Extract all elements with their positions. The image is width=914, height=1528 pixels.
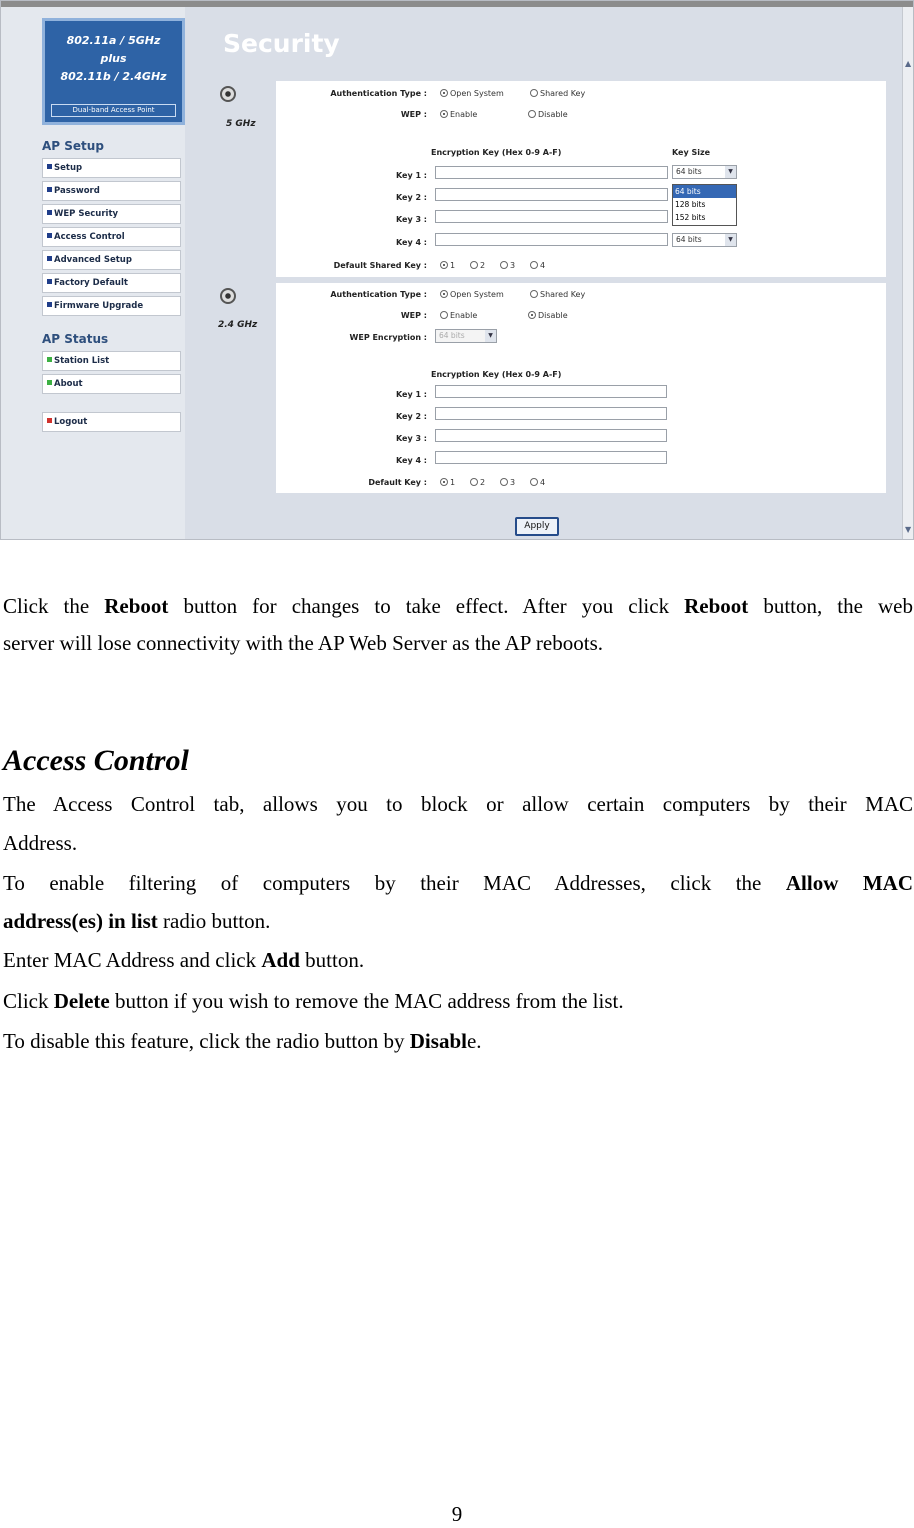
radio-label: Open System: [450, 89, 504, 98]
key-2-input[interactable]: [435, 188, 668, 201]
nav-setup[interactable]: [42, 158, 181, 178]
default-key-2-radio[interactable]: [470, 478, 485, 487]
default-key-1-radio[interactable]: [440, 478, 455, 487]
wep-label: WEP :: [400, 311, 427, 320]
radio-icon: [440, 290, 448, 298]
radio-icon: [530, 290, 538, 298]
disable-paragraph: [3, 1023, 913, 1059]
bold-text: Reboot: [104, 594, 169, 618]
key-1-label: Key 1 :: [395, 390, 427, 399]
page-title: Security: [223, 29, 340, 58]
key-4-input[interactable]: [435, 233, 668, 246]
default-key-4-radio[interactable]: [530, 261, 545, 270]
text: button for changes to take effect. After you click: [168, 594, 685, 618]
bullet-icon: [47, 210, 52, 215]
bullet-icon: [47, 233, 52, 238]
delete-paragraph: [3, 983, 913, 1019]
wep-encryption-select[interactable]: [435, 329, 497, 343]
radio-label: Shared Key: [540, 290, 586, 299]
logo-line-3: 802.11b / 2.4GHz: [60, 70, 167, 83]
key-3-label: Key 3 :: [395, 215, 427, 224]
radio-label: Disable: [538, 110, 568, 119]
logo-subtitle: Dual-band Access Point: [51, 104, 176, 117]
text: e.: [466, 1029, 482, 1053]
add-paragraph: [3, 942, 913, 978]
radio-label: 2: [480, 478, 486, 487]
antenna-icon: [220, 288, 236, 304]
screenshot-security-page: [0, 0, 914, 540]
radio-icon: [500, 478, 508, 486]
default-key-3-radio[interactable]: [500, 261, 515, 270]
key-3-label: Key 3 :: [395, 434, 427, 443]
scroll-up-icon[interactable]: ▲: [905, 59, 912, 68]
radio-icon: [470, 261, 478, 269]
key-3-input[interactable]: [435, 210, 668, 223]
radio-label: 3: [510, 478, 516, 487]
radio-label: 2: [480, 261, 486, 270]
key-2-label: Key 2 :: [395, 412, 427, 421]
radio-label: Enable: [450, 110, 478, 119]
text: button.: [299, 948, 365, 972]
bullet-icon: [47, 357, 52, 362]
product-logo: [42, 18, 185, 125]
key-4-input[interactable]: [435, 451, 667, 464]
radio-label: 4: [540, 478, 546, 487]
radio-icon: [530, 478, 538, 486]
dropdown-option[interactable]: 64 bits: [673, 185, 736, 198]
reboot-paragraph-line-1: [3, 588, 913, 624]
select-value: 64 bits: [439, 331, 465, 340]
radio-label: 1: [450, 478, 456, 487]
ap-setup-title: AP Setup: [42, 139, 104, 153]
nav-label: Access Control: [54, 232, 125, 242]
chevron-down-icon: ▼: [725, 166, 736, 178]
radio-icon: [470, 478, 478, 486]
nav-label: Station List: [54, 356, 110, 366]
key-4-size-select[interactable]: [672, 233, 737, 247]
bullet-icon: [47, 164, 52, 169]
wep-encryption-label: WEP Encryption :: [349, 333, 427, 342]
default-key-label: Default Key :: [368, 478, 427, 487]
text: radio button.: [157, 909, 271, 933]
auth-shared-radio[interactable]: [530, 89, 585, 98]
key-3-input[interactable]: [435, 429, 667, 442]
nav-label: About: [54, 379, 83, 389]
radio-label: 4: [540, 261, 546, 270]
filtering-paragraph-line-1: [3, 865, 913, 901]
select-value: 64 bits: [676, 167, 702, 176]
radio-label: Enable: [450, 311, 478, 320]
nav-password[interactable]: [42, 181, 181, 201]
nav-logout[interactable]: [42, 412, 181, 432]
key-4-label: Key 4 :: [395, 238, 427, 247]
bullet-icon: [47, 302, 52, 307]
nav-access-control[interactable]: [42, 227, 181, 247]
wep-disable-radio[interactable]: [528, 110, 568, 119]
text: Click: [3, 989, 54, 1013]
chevron-down-icon: ▼: [485, 330, 496, 342]
key-4-label: Key 4 :: [395, 456, 427, 465]
nav-station-list[interactable]: [42, 351, 181, 371]
radio-icon: [440, 261, 448, 269]
text: button, the web: [748, 594, 914, 618]
radio-icon: [440, 110, 448, 118]
radio-label: Shared Key: [540, 89, 586, 98]
radio-label: 3: [510, 261, 516, 270]
auth-type-label: Authentication Type :: [330, 89, 427, 98]
bold-text: address(es) in list: [3, 909, 158, 933]
wep-enable-radio[interactable]: [440, 311, 477, 320]
nav-label: Firmware Upgrade: [54, 301, 144, 311]
text: To enable filtering of computers by their MAC Addresses, click the: [3, 871, 786, 895]
auth-open-radio[interactable]: [440, 290, 504, 299]
band-24ghz-label: 2.4 GHz: [218, 320, 258, 330]
wep-label: WEP :: [400, 110, 427, 119]
default-key-4-radio[interactable]: [530, 478, 545, 487]
radio-icon: [528, 311, 536, 319]
scrollbar[interactable]: [902, 7, 914, 540]
nav-about[interactable]: [42, 374, 181, 394]
radio-label: Open System: [450, 290, 504, 299]
radio-icon: [530, 89, 538, 97]
nav-label: Logout: [54, 417, 88, 427]
chevron-down-icon: ▼: [725, 234, 736, 246]
nav-label: Factory Default: [54, 278, 128, 288]
key-size-dropdown[interactable]: [672, 184, 737, 226]
scroll-down-icon[interactable]: ▼: [905, 525, 912, 534]
default-key-3-radio[interactable]: [500, 478, 515, 487]
bold-text: Reboot: [684, 594, 749, 618]
bullet-icon: [47, 187, 52, 192]
dropdown-option[interactable]: 128 bits: [675, 200, 706, 209]
access-control-paragraph-line-1: The Access Control tab, allows you to block or allow certain computers by their MAC: [3, 792, 913, 816]
auth-shared-radio[interactable]: [530, 290, 585, 299]
auth-type-label: Authentication Type :: [330, 290, 427, 299]
key-2-input[interactable]: [435, 407, 667, 420]
section-heading: Access Control: [3, 744, 189, 777]
text: Click the: [3, 594, 105, 618]
nav-label: Setup: [54, 163, 83, 173]
radio-icon: [500, 261, 508, 269]
radio-label: Disable: [538, 311, 568, 320]
bullet-icon: [47, 418, 52, 423]
nav-label: Advanced Setup: [54, 255, 132, 265]
bold-text: Delete: [53, 989, 110, 1013]
bold-text: Add: [261, 948, 300, 972]
auth-open-radio[interactable]: [440, 89, 504, 98]
nav-wep-security[interactable]: [42, 204, 181, 224]
nav-advanced-setup[interactable]: [42, 250, 181, 270]
bold-text: Disabl: [409, 1029, 467, 1053]
bullet-icon: [47, 380, 52, 385]
radio-icon: [440, 311, 448, 319]
wep-disable-radio[interactable]: [528, 311, 568, 320]
encryption-key-header: Encryption Key (Hex 0-9 A-F): [431, 370, 562, 379]
default-key-2-radio[interactable]: [470, 261, 485, 270]
logo-line-2: plus: [100, 52, 127, 65]
radio-icon: [530, 261, 538, 269]
default-shared-key-label: Default Shared Key :: [333, 261, 427, 270]
encryption-key-header: Encryption Key (Hex 0-9 A-F): [431, 148, 562, 157]
antenna-icon: [220, 86, 236, 102]
select-value: 64 bits: [676, 235, 702, 244]
key-1-input[interactable]: [435, 166, 668, 179]
nav-firmware-upgrade[interactable]: [42, 296, 181, 316]
filtering-paragraph-line-2: [3, 903, 913, 939]
nav-label: Password: [54, 186, 100, 196]
key-1-size-select[interactable]: [672, 165, 737, 179]
key-2-label: Key 2 :: [395, 193, 427, 202]
ap-status-title: AP Status: [42, 332, 109, 346]
text: Enter MAC Address and click: [3, 948, 262, 972]
text: button if you wish to remove the MAC address from the list.: [109, 989, 624, 1013]
access-control-paragraph-line-2: Address.: [3, 831, 78, 855]
apply-button[interactable]: Apply: [515, 517, 559, 536]
logo-line-1: 802.11a / 5GHz: [66, 34, 161, 47]
text: To disable this feature, click the radio button by: [3, 1029, 410, 1053]
radio-label: 1: [450, 261, 456, 270]
bullet-icon: [47, 256, 52, 261]
reboot-paragraph-line-2: server will lose connectivity with the AP Web Server as the AP reboots.: [3, 631, 604, 655]
page-number: 9: [451, 1502, 463, 1526]
dropdown-option[interactable]: 152 bits: [675, 213, 706, 222]
radio-icon: [440, 89, 448, 97]
key-1-input[interactable]: [435, 385, 667, 398]
radio-icon: [528, 110, 536, 118]
key-size-header: Key Size: [672, 148, 711, 157]
default-key-1-radio[interactable]: [440, 261, 455, 270]
band-5ghz-label: 5 GHz: [226, 119, 256, 129]
nav-label: WEP Security: [54, 209, 119, 219]
nav-factory-default[interactable]: [42, 273, 181, 293]
radio-icon: [440, 478, 448, 486]
key-1-label: Key 1 :: [395, 171, 427, 180]
wep-enable-radio[interactable]: [440, 110, 477, 119]
bold-text: Allow MAC: [785, 871, 913, 895]
bullet-icon: [47, 279, 52, 284]
